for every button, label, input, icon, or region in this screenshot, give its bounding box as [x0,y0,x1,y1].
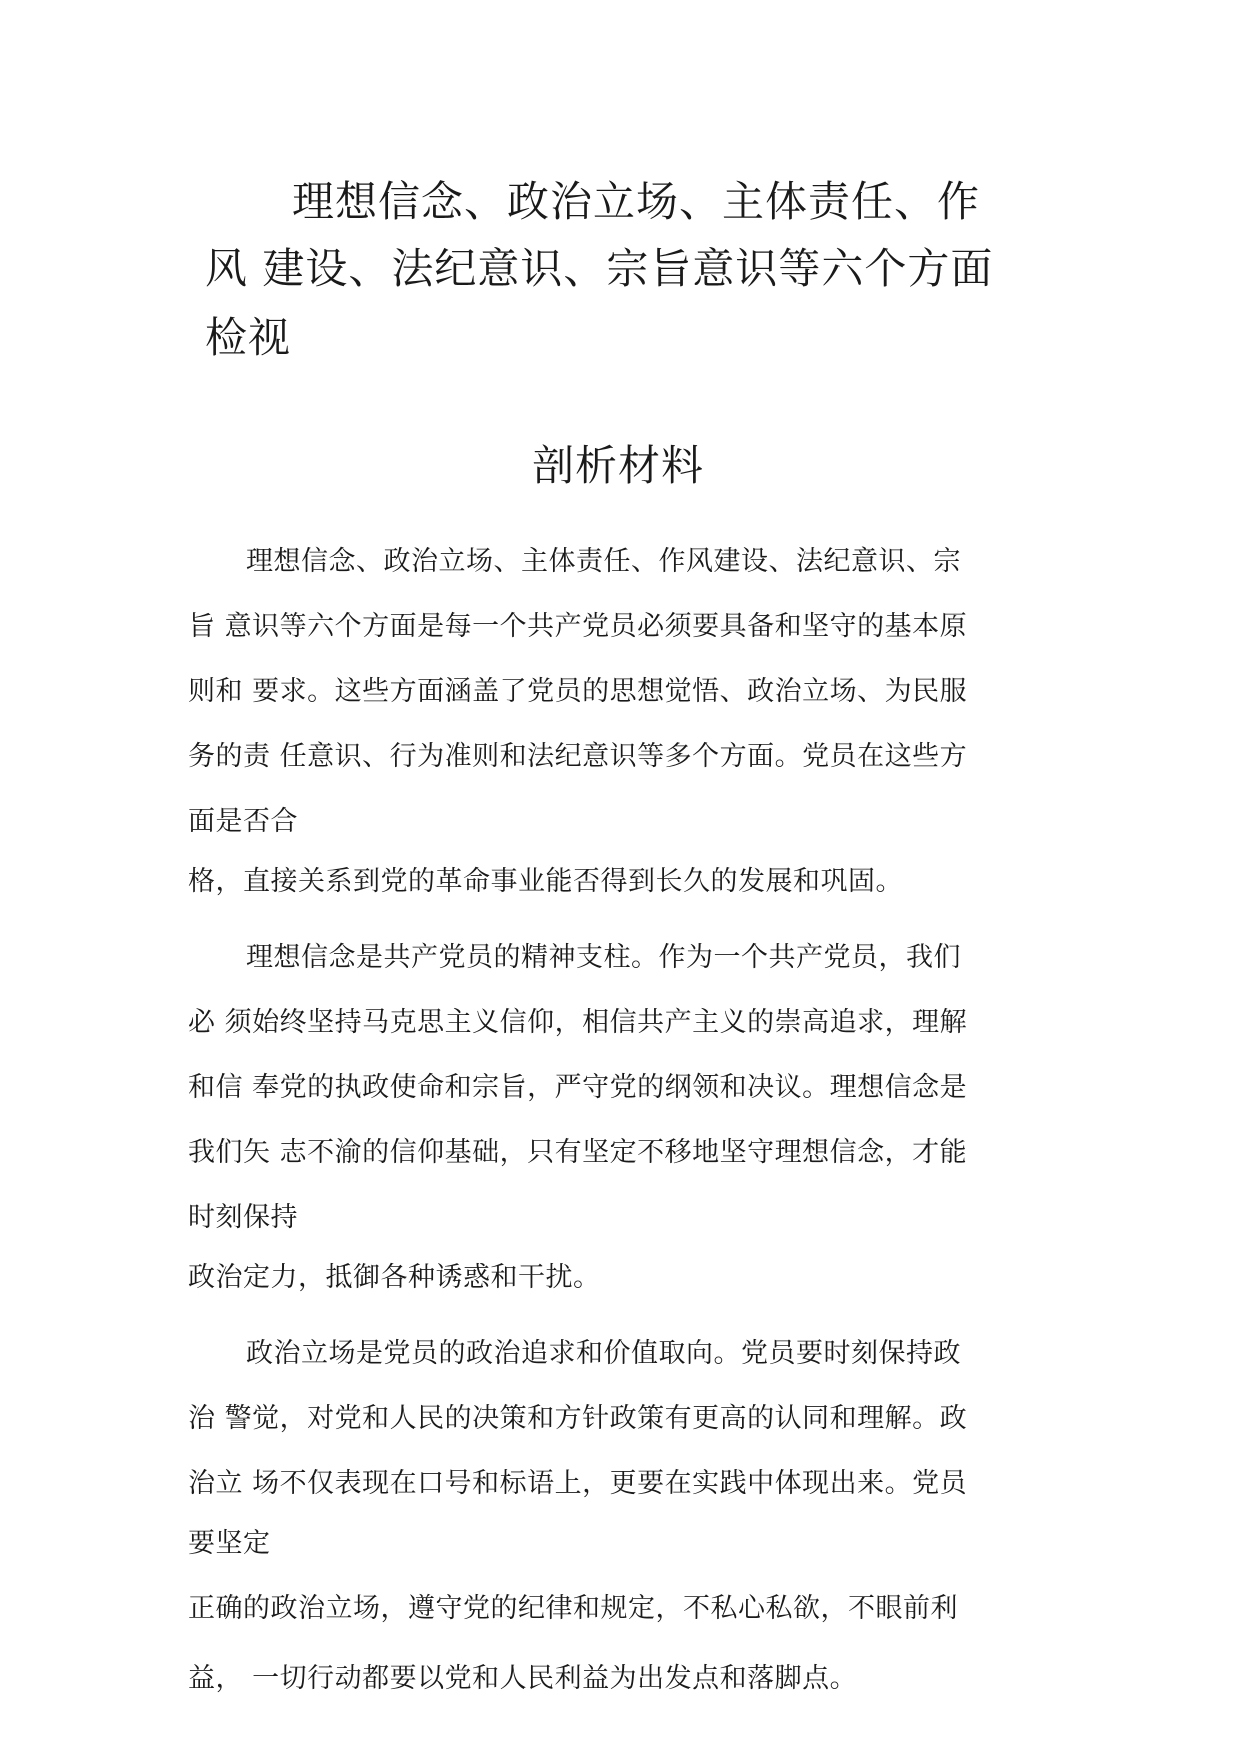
body-line-7: 理想信念是共产党员的精神支柱。作为一个共产党员，我们 [246,942,961,973]
body-line-3: 则和 要求。这些方面涵盖了党员的思想觉悟、政治立场、为民服 [188,676,968,707]
document-title-line-3: 检视 [205,313,292,362]
body-line-1: 理想信念、政治立场、主体责任、作风建设、法纪意识、宗 [246,546,961,577]
body-line-2: 旨 意识等六个方面是每一个共产党员必须要具备和坚守的基本原 [188,611,968,642]
body-line-16: 要坚定 [188,1528,271,1559]
body-line-14: 治 警觉，对党和人民的决策和方针政策有更高的认同和理解。政 [188,1403,968,1434]
body-line-11: 时刻保持 [188,1202,298,1233]
document-subtitle: 剖析材料 [532,441,705,490]
document-title-line-2: 风 建设、法纪意识、宗旨意识等六个方面 [205,244,994,293]
body-line-5: 面是否合 [188,806,298,837]
body-line-12: 政治定力，抵御各种诱惑和干扰。 [188,1262,601,1293]
body-line-6: 格，直接关系到党的革命事业能否得到长久的发展和巩固。 [188,866,903,897]
body-line-8: 必 须始终坚持马克思主义信仰，相信共产主义的崇高追求，理解 [188,1007,968,1038]
body-line-4: 务的责 任意识、行为准则和法纪意识等多个方面。党员在这些方 [188,741,968,772]
document-title-line-1: 理想信念、政治立场、主体责任、作 [292,177,981,226]
body-line-15: 治立 场不仅表现在口号和标语上，更要在实践中体现出来。党员 [188,1468,968,1499]
body-line-9: 和信 奉党的执政使命和宗旨，严守党的纲领和决议。理想信念是 [188,1072,968,1103]
body-line-18: 益， 一切行动都要以党和人民利益为出发点和落脚点。 [188,1663,858,1694]
body-line-13: 政治立场是党员的政治追求和价值取向。党员要时刻保持政 [246,1338,961,1369]
body-line-10: 我们矢 志不渝的信仰基础，只有坚定不移地坚守理想信念，才能 [188,1137,968,1168]
body-line-17: 正确的政治立场，遵守党的纪律和规定，不私心私欲，不眼前利 [188,1593,958,1624]
